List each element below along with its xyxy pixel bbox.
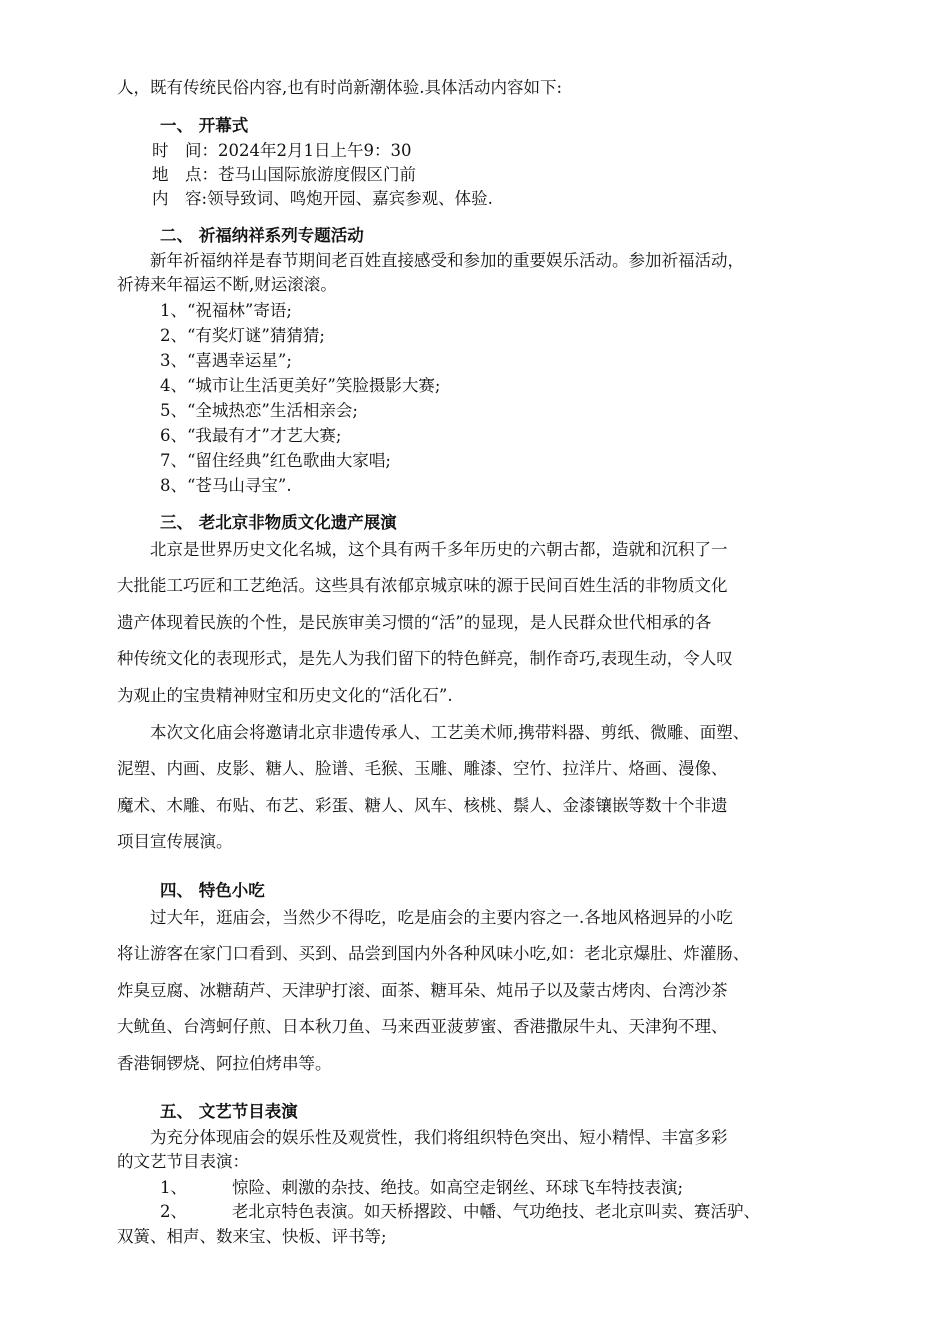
- section-3-p2-line: 本次文化庙会将邀请北京非遗传承人、工艺美术师,携带料器、剪纸、微雕、面塑、: [150, 723, 750, 742]
- program-item-2-continued: 双簧、相声、数来宝、快板、评书等;: [117, 1227, 387, 1246]
- list-item: 7、“留住经典”红色歌曲大家唱;: [160, 451, 391, 470]
- section-4-heading: 四、 特色小吃: [160, 881, 265, 900]
- section-5-paragraph-line-1: 为充分体现庙会的娱乐性及观赏性，我们将组织特色突出、短小精悍、丰富多彩: [150, 1128, 728, 1147]
- opening-content: [152, 189, 493, 209]
- section-4-line: 大鱿鱼、台湾蚵仔煎、日本秋刀鱼、马来西亚菠萝蜜、香港撒尿牛丸、天津狗不理、: [117, 1017, 728, 1036]
- section-4-line: 过大年，逛庙会，当然少不得吃，吃是庙会的主要内容之一.各地风格迥异的小吃: [150, 908, 733, 927]
- section-5-heading: 五、 文艺节目表演: [160, 1102, 298, 1121]
- list-item: 1、“祝福林”寄语;: [160, 301, 292, 320]
- content-value: 领导致词、鸣炮开园、嘉宾参观、体验.: [207, 189, 493, 208]
- section-2-paragraph-line-1: 新年祈福纳祥是春节期间老百姓直接感受和参加的重要娱乐活动。参加祈福活动，: [150, 251, 744, 270]
- section-5-paragraph-line-2: 的文艺节目表演：: [117, 1152, 249, 1171]
- list-item: 3、“喜遇幸运星”;: [160, 351, 292, 370]
- program-item-text: 惊险、刺激的杂技、绝技。如高空走钢丝、环球飞车特技表演;: [232, 1178, 684, 1197]
- section-3-p1-line: 大批能工巧匠和工艺绝活。这些具有浓郁京城京味的源于民间百姓生活的非物质文化: [117, 576, 728, 595]
- section-2-heading: 二、 祈福纳祥系列专题活动: [160, 226, 364, 245]
- opening-time: [152, 141, 411, 161]
- list-item: 8、“苍马山寻宝”.: [160, 476, 292, 495]
- section-2-paragraph-line-2: 祈祷来年福运不断,财运滚滚。: [117, 275, 337, 294]
- section-3-heading: 三、 老北京非物质文化遗产展演: [160, 513, 397, 532]
- program-item-2: [160, 1202, 760, 1222]
- intro-line: 人，既有传统民俗内容,也有时尚新潮体验.具体活动内容如下:: [117, 78, 563, 97]
- list-item: 6、“我最有才”才艺大赛;: [160, 426, 342, 445]
- time-value: 2024年2月1日上午9：30: [218, 141, 412, 160]
- place-label: 地 点：: [152, 165, 218, 184]
- section-3-p1-line: 种传统文化的表现形式，是先人为我们留下的特色鲜亮，制作奇巧,表现生动，令人叹: [117, 649, 733, 668]
- section-1-heading: 一、 开幕式: [160, 116, 249, 135]
- section-4-line: 将让游客在家门口看到、买到、品尝到国内外各种风味小吃,如：老北京爆肚、炸灌肠、: [117, 944, 750, 963]
- section-3-p2-line: 项目宣传展演。: [117, 832, 233, 851]
- list-item: 4、“城市让生活更美好”笑脸摄影大赛;: [160, 376, 441, 395]
- program-item-number: 2、: [160, 1202, 187, 1221]
- time-label: 时 间：: [152, 141, 218, 160]
- program-item-number: 1、: [160, 1178, 187, 1197]
- section-3-p1-line: 遗产体现着民族的个性，是民族审美习惯的“活”的显现，是人民群众世代相承的各: [117, 613, 712, 632]
- section-4-line: 炸臭豆腐、冰糖葫芦、天津驴打滚、面茶、糖耳朵、炖吊子以及蒙古烤肉、台湾沙茶: [117, 981, 728, 1000]
- opening-place: [152, 165, 416, 185]
- section-3-p2-line: 魔术、木雕、布贴、布艺、彩蛋、糖人、风车、核桃、鬃人、金漆镶嵌等数十个非遗: [117, 796, 728, 815]
- program-item-1: [160, 1178, 683, 1198]
- list-item: 5、“全城热恋”生活相亲会;: [160, 401, 358, 420]
- program-item-text: 老北京特色表演。如天桥撂跤、中幡、气功绝技、老北京叫卖、赛活驴、: [232, 1202, 760, 1221]
- section-3-p1-line: 北京是世界历史文化名城，这个具有两千多年历史的六朝古都，造就和沉积了一: [150, 540, 728, 559]
- section-3-p1-line: 为观止的宝贵精神财宝和历史文化的“活化石”.: [117, 686, 453, 705]
- place-value: 苍马山国际旅游度假区门前: [218, 165, 416, 184]
- list-item: 2、“有奖灯谜”猜猜猜;: [160, 326, 325, 345]
- content-label: 内 容:: [152, 189, 208, 208]
- section-4-line: 香港铜锣烧、阿拉伯烤串等。: [117, 1054, 332, 1073]
- section-3-p2-line: 泥塑、内画、皮影、糖人、脸谱、毛猴、玉雕、雕漆、空竹、拉洋片、烙画、漫像、: [117, 759, 728, 778]
